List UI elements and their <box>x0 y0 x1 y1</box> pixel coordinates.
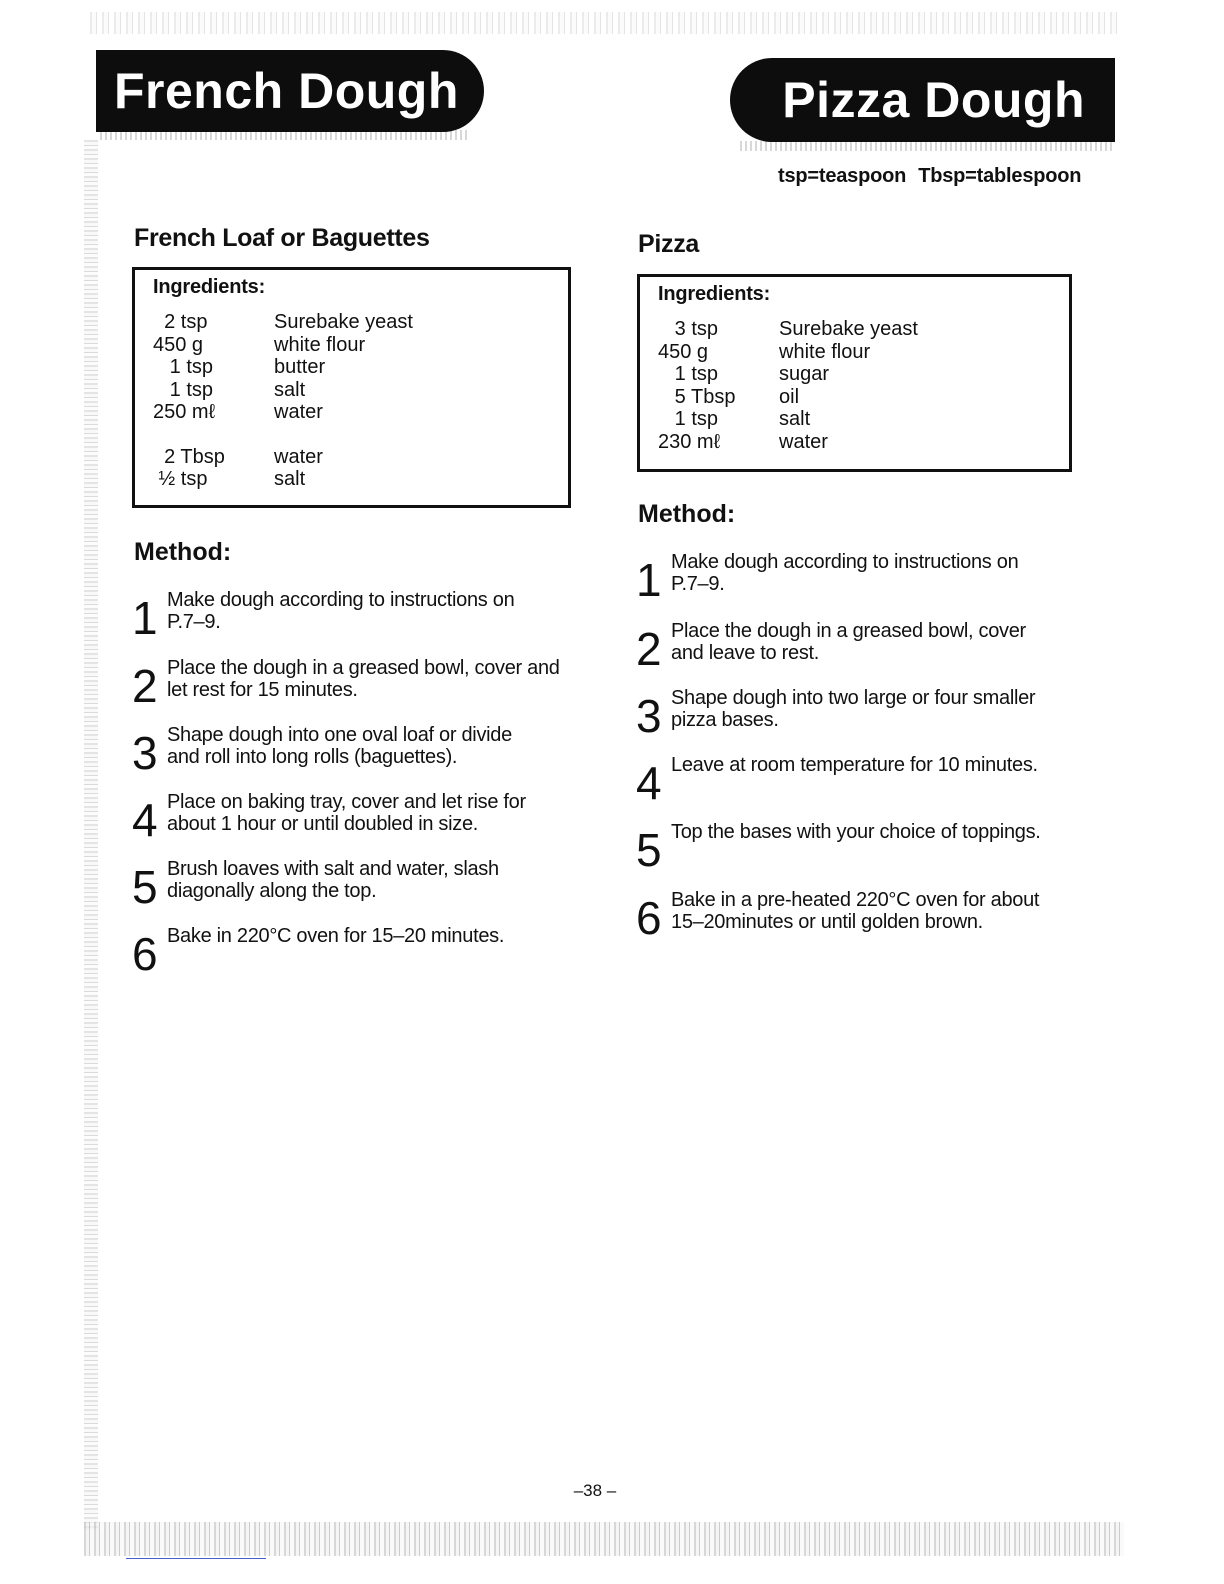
step-text: Place on baking tray, cover and let rise for about 1 hour or until doubled in size. <box>167 791 526 835</box>
step-text: Shape dough into two large or four smaller pizza bases. <box>671 687 1036 731</box>
french-step <box>132 657 582 712</box>
ingredient-item: butter <box>274 356 326 378</box>
french-recipe-title: French Loaf or Baguettes <box>134 224 430 252</box>
banner-shadow-right <box>740 141 1115 151</box>
ingredient-qty: 1 tsp <box>658 363 719 385</box>
french-ingredient-row <box>153 468 568 491</box>
pizza-ingredient-row <box>658 386 1069 409</box>
step-text: Place the dough in a greased bowl, cover and let rest for 15 minutes. <box>167 657 560 701</box>
scan-edge-top <box>90 12 1120 34</box>
ingredient-item: Surebake yeast <box>779 318 918 340</box>
pizza-dough-banner <box>730 58 1115 142</box>
step-number: 3 <box>132 727 158 779</box>
step-number: 4 <box>636 757 662 809</box>
pizza-ingredients-label: Ingredients: <box>658 283 771 305</box>
step-number: 2 <box>132 660 158 712</box>
ingredient-item: oil <box>779 385 800 408</box>
abbrev-tbsp: Tbsp=tablespoon <box>918 165 1082 187</box>
french-ingredient-row <box>153 311 568 334</box>
ingredient-qty: 5 Tbsp <box>658 385 736 408</box>
page-number: –38 – <box>573 1481 617 1500</box>
ingredient-qty: 230 mℓ <box>658 430 721 453</box>
ingredient-item: white flour <box>274 333 366 356</box>
pizza-ingredient-row <box>658 431 1069 454</box>
scan-edge-line <box>126 1558 266 1559</box>
pizza-ingredient-row <box>658 341 1069 364</box>
pizza-ingredient-row <box>658 363 1069 386</box>
step-number: 5 <box>132 861 158 913</box>
ingredient-qty: ½ tsp <box>153 468 208 490</box>
pizza-step <box>636 889 1086 944</box>
abbrev-tsp: tsp=teaspoon <box>778 165 907 187</box>
pizza-ingredient-row <box>658 318 1069 341</box>
pizza-step <box>636 754 1086 809</box>
pizza-step <box>636 687 1086 742</box>
ingredient-item: salt <box>274 378 306 401</box>
french-ingredient-row <box>153 446 568 469</box>
french-ingredient-row <box>153 401 568 424</box>
ingredient-item: water <box>274 445 323 468</box>
french-step <box>132 589 582 644</box>
step-text: Make dough according to instructions on P.7–9. <box>167 589 515 633</box>
step-text: Bake in a pre-heated 220°C oven for about 15–20minutes or until golden brown. <box>671 889 1040 933</box>
french-step <box>132 791 582 846</box>
french-dough-title: French Dough <box>114 63 459 119</box>
french-ingredient-row <box>153 356 568 379</box>
abbreviation-legend <box>778 165 1081 188</box>
step-number: 5 <box>636 824 662 876</box>
step-text: Place the dough in a greased bowl, cover and leave to rest. <box>671 620 1026 664</box>
french-ingredient-row <box>153 379 568 402</box>
pizza-method-heading: Method: <box>638 500 736 528</box>
scan-edge-bottom <box>84 1522 1124 1556</box>
pizza-ingredients-box <box>637 274 1072 472</box>
step-text: Shape dough into one oval loaf or divide and roll into long rolls (baguettes). <box>167 724 512 768</box>
pizza-ingredient-row <box>658 408 1069 431</box>
ingredient-qty: 1 tsp <box>658 408 719 430</box>
ingredient-item: Surebake yeast <box>274 311 413 333</box>
french-ingredients-box <box>132 267 571 508</box>
french-step <box>132 858 582 913</box>
ingredient-item: salt <box>779 408 811 430</box>
step-number: 1 <box>636 554 662 606</box>
pizza-recipe-title: Pizza <box>638 230 700 258</box>
step-number: 4 <box>132 794 158 846</box>
ingredient-qty: 3 tsp <box>658 318 719 340</box>
ingredient-qty: 2 tsp <box>153 311 208 333</box>
ingredient-qty: 2 Tbsp <box>153 445 225 468</box>
french-ingredients-label: Ingredients: <box>153 276 266 298</box>
step-text: Bake in 220°C oven for 15–20 minutes. <box>167 925 505 947</box>
french-method-heading: Method: <box>134 538 232 566</box>
ingredient-qty: 1 tsp <box>153 378 214 401</box>
french-dough-banner <box>96 50 484 132</box>
step-number: 3 <box>636 690 662 742</box>
ingredient-item: sugar <box>779 363 830 385</box>
pizza-dough-title: Pizza Dough <box>782 72 1085 128</box>
french-ingredient-row <box>153 334 568 357</box>
step-number: 2 <box>636 623 662 675</box>
step-text: Make dough according to instructions on P.7–9. <box>671 551 1019 595</box>
ingredient-qty: 250 mℓ <box>153 401 216 423</box>
french-step <box>132 925 582 980</box>
ingredient-item: white flour <box>779 340 871 363</box>
pizza-step <box>636 821 1086 876</box>
ingredient-item: salt <box>274 468 306 490</box>
step-text: Brush loaves with salt and water, slash diagonally along the top. <box>167 858 499 902</box>
ingredient-item: water <box>779 430 828 453</box>
step-number: 6 <box>132 928 158 980</box>
step-number: 6 <box>636 892 662 944</box>
ingredient-qty: 1 tsp <box>153 356 214 378</box>
french-step <box>132 724 582 779</box>
step-text: Top the bases with your choice of toppings. <box>671 821 1041 843</box>
scan-edge-left <box>84 140 98 1530</box>
pizza-step <box>636 620 1086 675</box>
step-number: 1 <box>132 592 158 644</box>
ingredient-qty: 450 g <box>153 333 204 356</box>
pizza-step <box>636 551 1086 606</box>
step-text: Leave at room temperature for 10 minutes. <box>671 754 1038 776</box>
ingredient-qty: 450 g <box>658 340 709 363</box>
ingredient-item: water <box>274 401 323 423</box>
